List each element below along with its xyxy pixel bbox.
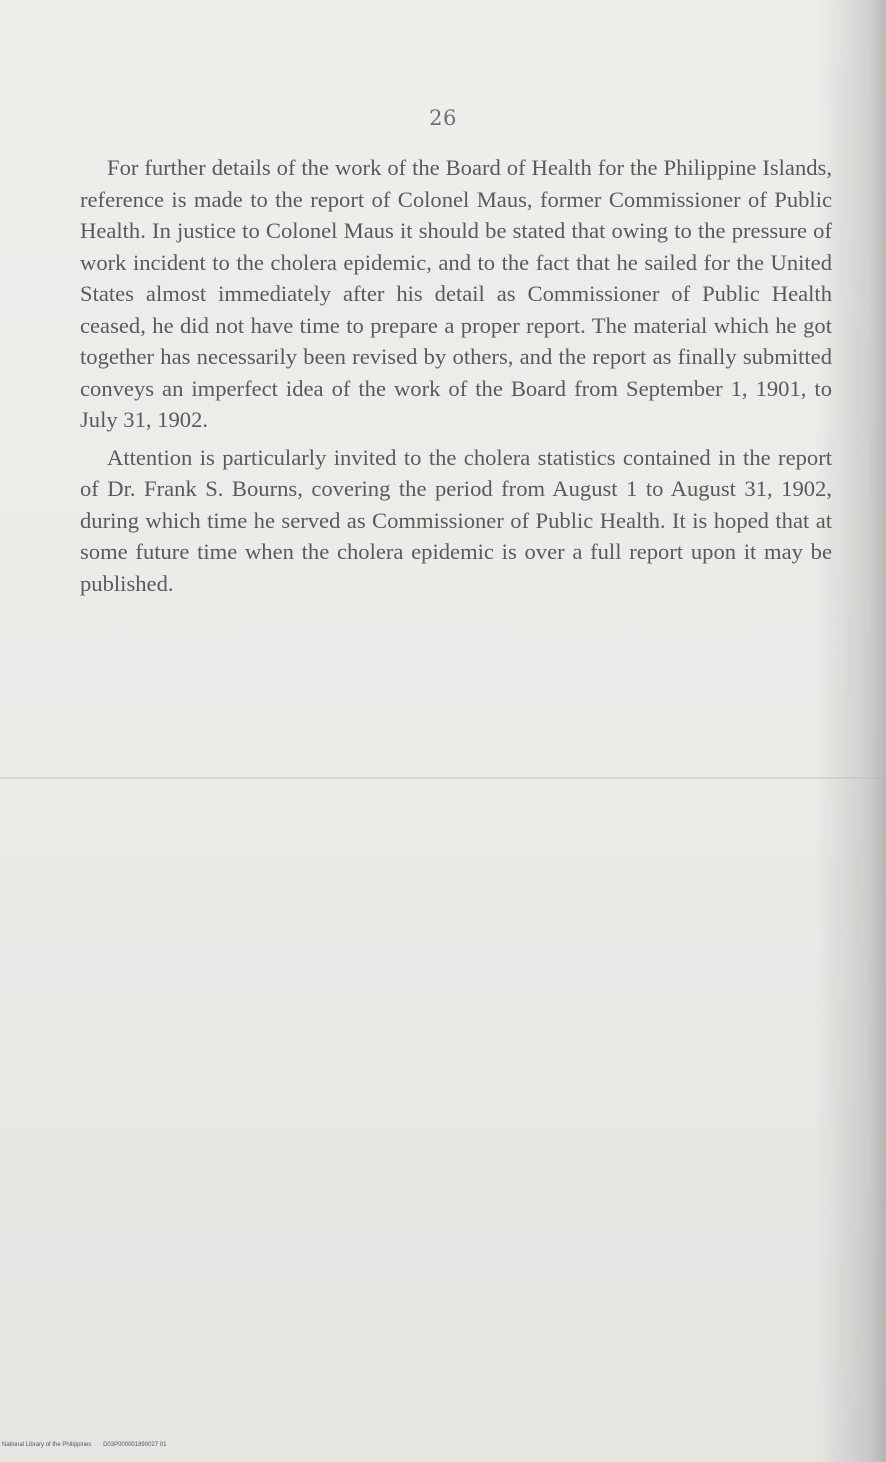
page-number: 26	[429, 106, 457, 130]
scan-footer	[2, 1442, 176, 1448]
paragraph-2: Attention is particularly invited to the cholera statistics contained in the report of Dr. Frank S. Bourns, covering the period from August 1 to August 31, 1902, during which time he served as Commissioner of Public Health. It is hoped that at some future time when the cholera epidemic is over a full report upon it may be published.	[80, 444, 832, 596]
paragraph-1: For further details of the work of the Board of Health for the Philippine Islands, reference is made to the report of Colonel Maus, former Commissioner of Public Health. In justice to Colonel Maus it should be stated that owing to the pressure of work incident to the cholera epidemic, and to the fact that he sailed for the United States almost immediately after his detail as Commissioner of Public Health ceased, he did not have time to prepare a proper report. The material which he got together has necessarily been revised by others, and the report as finally submitted conveys an imperfect idea of the work of the Board from September 1, 1901, to July 31, 1902.	[80, 155, 832, 432]
footer-library: National Library of the Philippines	[2, 1442, 92, 1448]
body-text	[80, 152, 832, 605]
footer-identifier: D03P000001890027 01	[103, 1442, 167, 1448]
page-fold-line	[0, 777, 886, 779]
